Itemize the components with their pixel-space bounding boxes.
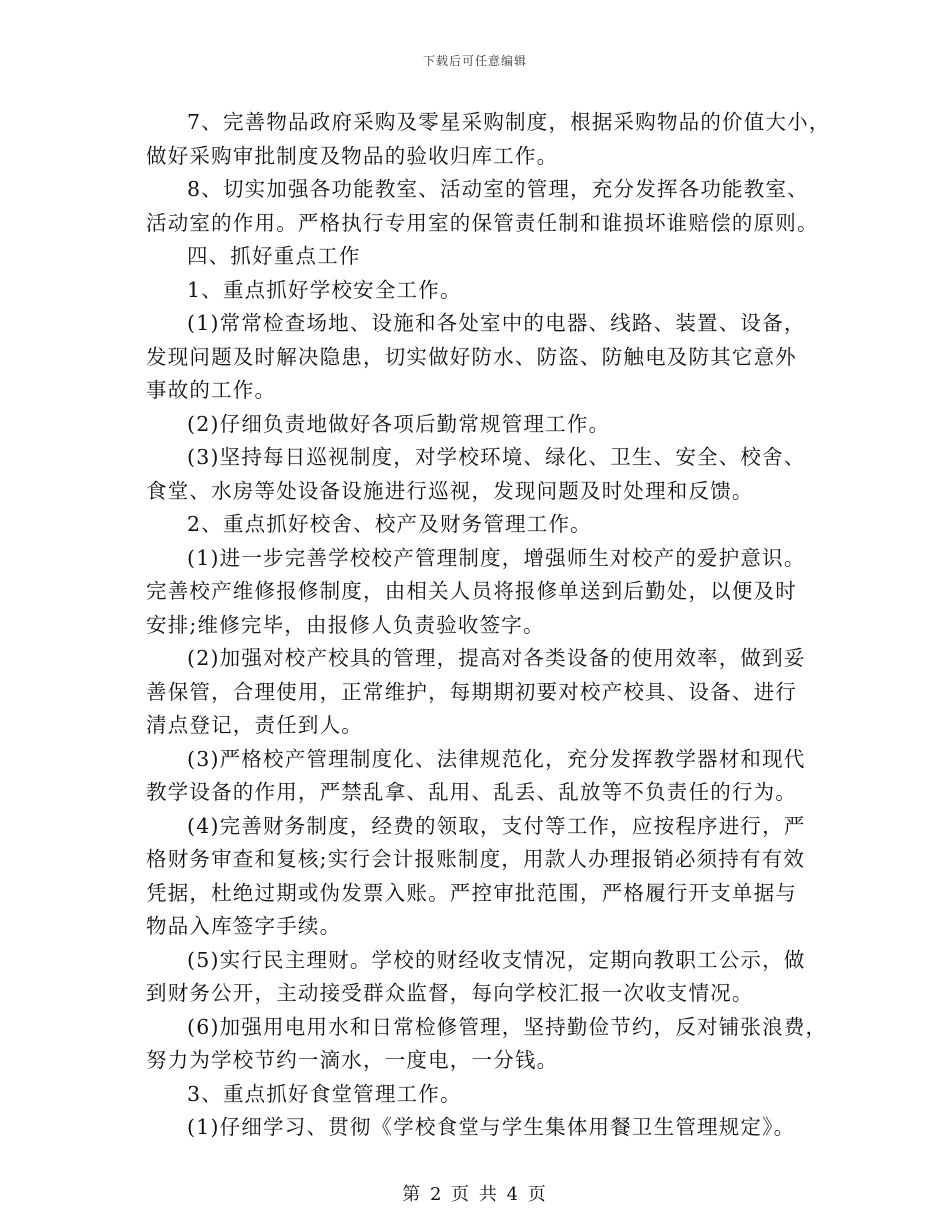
text-line: 食堂、水房等处设备设施进行巡视，发现问题及时处理和反馈。 xyxy=(146,478,754,503)
paragraph xyxy=(146,274,826,308)
paragraph xyxy=(146,542,826,643)
text-line: 做好采购审批制度及物品的验收归库工作。 xyxy=(146,143,559,168)
paragraph xyxy=(146,307,826,408)
text-line: 凭据，杜绝过期或伪发票入账。严控审批范围，严格履行开支单据与 xyxy=(146,880,797,905)
paragraph xyxy=(146,508,826,542)
text-line: 清点登记，责任到人。 xyxy=(146,713,363,737)
paragraph xyxy=(146,1078,826,1112)
text-line: 到财务公开，主动接受群众监督，每向学校汇报一次收支情况。 xyxy=(146,981,754,1005)
page-header: 下载后可任意编辑 xyxy=(422,54,527,68)
text-line: (1)常常检查场地、设施和各处室中的电器、线路、装置、设备， xyxy=(187,311,806,335)
text-line: (3)坚持每日巡视制度，对学校环境、绿化、卫生、安全、校舍、 xyxy=(187,445,806,469)
text-line: (6)加强用电用水和日常检修管理，坚持勤俭节约，反对铺张浪费， xyxy=(187,1014,828,1039)
paragraph xyxy=(146,1111,826,1145)
text-line: (4)完善财务制度，经费的领取，支付等工作，应按程序进行，严 xyxy=(187,813,806,838)
paragraph xyxy=(146,408,826,442)
text-line: 教学设备的作用，严禁乱拿、乱用、乱丢、乱放等不负责任的行为。 xyxy=(146,780,797,804)
text-line: 1、重点抓好学校安全工作。 xyxy=(187,277,462,302)
document-body xyxy=(146,106,831,1145)
paragraph xyxy=(146,441,826,508)
paragraph xyxy=(146,1011,826,1078)
text-line: 四、抓好重点工作 xyxy=(187,244,361,268)
text-line: 7、完善物品政府采购及零星采购制度，根据采购物品的价值大小， xyxy=(187,110,831,134)
text-line: 格财务审查和复核;实行会计报账制度，用款人办理报销必须持有有效 xyxy=(146,847,806,871)
text-line: 安排;维修完毕，由报修人负责验收签字。 xyxy=(146,612,545,637)
text-line: 物品入库签字手续。 xyxy=(146,914,342,938)
text-line: (1)进一步完善学校校产管理制度，增强师生对校产的爱护意识。 xyxy=(187,545,806,570)
text-line: (3)严格校产管理制度化、法律规范化，充分发挥教学器材和现代 xyxy=(187,746,806,771)
text-line: (2)仔细负责地做好各项后勤常规管理工作。 xyxy=(187,411,611,436)
text-line: 2、重点抓好校舍、校产及财务管理工作。 xyxy=(187,512,592,536)
paragraph xyxy=(146,810,826,944)
paragraph xyxy=(146,743,826,810)
page-footer: 第 2 页 共 4 页 xyxy=(402,1184,548,1205)
text-line: (5)实行民主理财。学校的财经收支情况，定期向教职工公示，做 xyxy=(187,947,806,972)
text-line: 事故的工作。 xyxy=(146,378,277,402)
paragraph xyxy=(146,944,826,1011)
text-line: (2)加强对校产校具的管理，提高对各类设备的使用效率，做到妥 xyxy=(187,646,806,670)
text-line: 活动室的作用。严格执行专用室的保管责任制和谁损坏谁赔偿的原则。 xyxy=(146,210,819,235)
text-line: 善保管，合理使用，正常维护，每期期初要对校产校具、设备、进行 xyxy=(146,679,797,704)
text-line: (1)仔细学习、贯彻《学校食堂与学生集体用餐卫生管理规定》。 xyxy=(187,1115,796,1139)
text-line: 完善校产维修报修制度，由相关人员将报修单送到后勤处，以便及时 xyxy=(146,579,797,603)
text-line: 3、重点抓好食堂管理工作。 xyxy=(187,1081,462,1106)
text-line: 8、切实加强各功能教室、活动室的管理，充分发挥各功能教室、 xyxy=(187,177,809,201)
paragraph xyxy=(146,240,826,274)
paragraph xyxy=(146,106,831,173)
paragraph xyxy=(146,173,826,240)
paragraph xyxy=(146,642,826,743)
text-line: 发现问题及时解决隐患，切实做好防水、防盗、防触电及防其它意外 xyxy=(146,344,797,369)
text-line: 努力为学校节约一滴水，一度电，一分钱。 xyxy=(146,1048,559,1072)
